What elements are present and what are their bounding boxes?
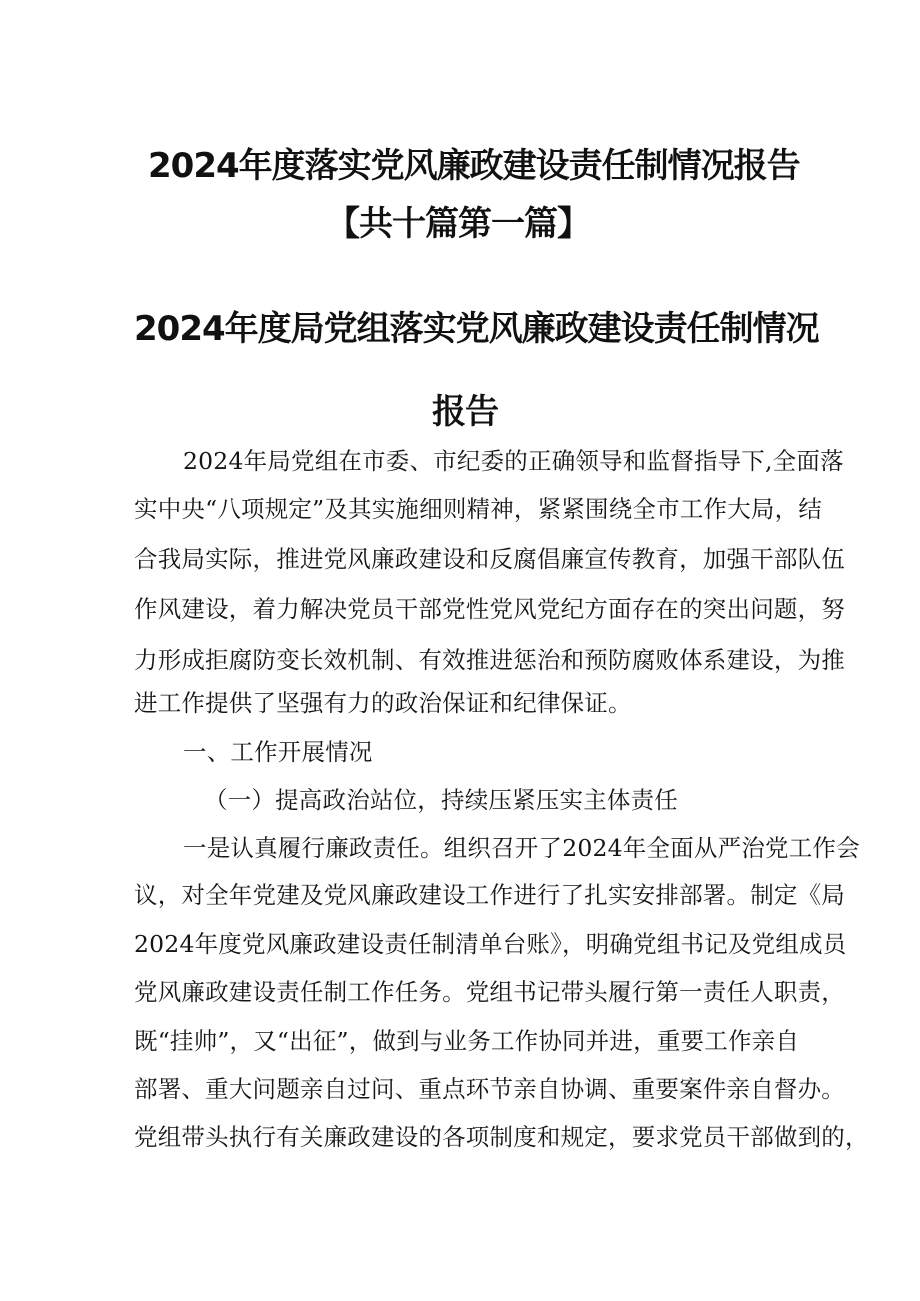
document-title-line-2: 2024年度局党组落实党风廉政建设责任制情况	[134, 309, 819, 349]
body-line-14: 部署、重大问题亲自过问、重点环节亲自协调、重要案件亲自督办。	[134, 1075, 845, 1103]
body-line-5: 力形成拒腐防变长效机制、有效推进惩治和预防腐败体系建设，为推	[134, 646, 845, 674]
document-title-line-3: 报告	[432, 392, 498, 432]
body-line-3: 合我局实际，推进党风廉政建设和反腐倡廉宣传教育，加强干部队伍	[134, 545, 845, 573]
document-title-line-1: 2024年度落实党风廉政建设责任制情况报告	[148, 146, 800, 186]
section-heading-1: 一、工作开展情况	[183, 738, 373, 766]
body-line-11: 2024年度党风廉政建设责任制清单台账》，明确党组书记及党组成员	[134, 930, 847, 958]
body-line-2: 实中央“八项规定”及其实施细则精神，紧紧围绕全市工作大局，结	[134, 495, 823, 523]
body-line-1: 2024年局党组在市委、市纪委的正确领导和监督指导下,全面落	[183, 447, 844, 475]
body-line-15: 党组带头执行有关廉政建设的各项制度和规定，要求党员干部做到的，	[134, 1123, 869, 1151]
body-line-13: 既“挂帅”，又“出征”，做到与业务工作协同并进，重要工作亲自	[134, 1027, 800, 1055]
document-subtitle: 【共十篇第一篇】	[326, 204, 590, 244]
subsection-heading-1: （一）提高政治站位，持续压紧压实主体责任	[204, 786, 678, 814]
body-line-4: 作风建设，着力解决党员干部党性党风党纪方面存在的突出问题，努	[134, 595, 845, 623]
body-line-10: 议，对全年党建及党风廉政建设工作进行了扎实安排部署。制定《局	[134, 881, 845, 909]
body-line-12: 党风廉政建设责任制工作任务。党组书记带头履行第一责任人职责，	[134, 978, 845, 1006]
body-line-9: 一是认真履行廉政责任。组织召开了2024年全面从严治党工作会	[183, 834, 860, 862]
body-line-6: 进工作提供了坚强有力的政治保证和纪律保证。	[134, 689, 632, 717]
